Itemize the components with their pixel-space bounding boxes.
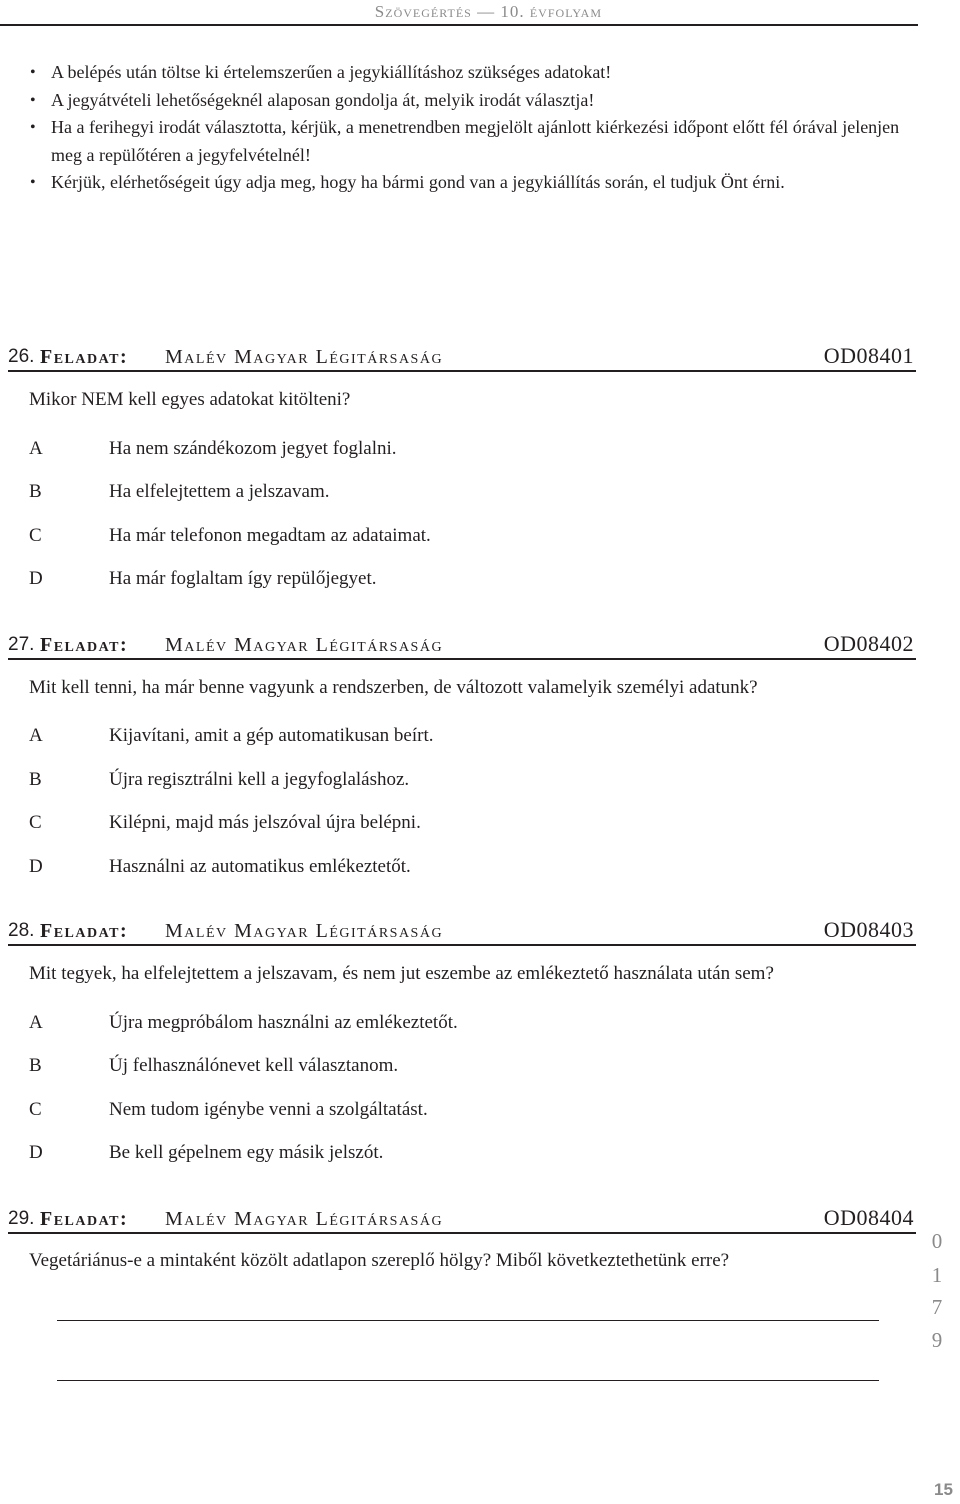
task-29-heading [8, 1206, 916, 1234]
task-code: OD08401 [823, 343, 914, 368]
header-title: Szövegértés — 10. évfolyam [374, 2, 602, 21]
instruction-list [30, 59, 930, 197]
option-text: Ha nem szándékozom jegyet foglalni. [109, 438, 397, 459]
task-source: Malév Magyar Légitársaság [165, 1208, 444, 1230]
instruction-item: • A jegyátvételi lehetőségeknél alaposan gondolja át, melyik irodát választja! [30, 87, 930, 115]
option-letter: A [29, 438, 43, 459]
task-label: Feladat: [40, 1208, 129, 1230]
answer-line[interactable] [57, 1320, 879, 1321]
task-26-heading [8, 344, 916, 372]
task-label: Feladat: [40, 920, 129, 942]
option-text: Ha már foglaltam így repülőjegyet. [109, 568, 377, 589]
task-source: Malév Magyar Légitársaság [165, 634, 444, 656]
scoring-code: 1 [931, 1263, 943, 1287]
option-letter: A [29, 1012, 43, 1033]
option-letter: C [29, 812, 42, 833]
task-27-question: Mit kell tenni, ha már benne vagyunk a rendszerben, de változott valamelyik személyi adatunk? [29, 677, 758, 698]
task-source: Malév Magyar Légitársaság [165, 920, 444, 942]
task-number: 28. [8, 920, 35, 941]
scoring-code: 9 [931, 1328, 943, 1352]
scoring-code: 7 [931, 1295, 943, 1319]
instruction-item: • Ha a ferihegyi irodát választotta, kérjük, a menetrendben megjelölt ajánlott kiérkezési időpont előtt fél órával jelenjen meg a repülőtéren a jegyfelvételnél! [30, 114, 930, 169]
option-text: Újra megpróbálom használni az emlékeztetőt. [109, 1012, 458, 1033]
task-label: Feladat: [40, 346, 129, 368]
page-header [0, 0, 918, 26]
option-letter: A [29, 725, 43, 746]
task-28-question: Mit tegyek, ha elfelejtettem a jelszavam, és nem jut eszembe az emlékeztető használata után sem? [29, 963, 774, 984]
option-text: Újra regisztrálni kell a jegyfoglaláshoz. [109, 769, 410, 790]
instruction-item: • A belépés után töltse ki értelemszerűen a jegykiállításhoz szükséges adatokat! [30, 59, 930, 87]
instruction-item: • Kérjük, elérhetőségeit úgy adja meg, hogy ha bármi gond van a jegykiállítás során, el tudjuk Önt érni. [30, 169, 930, 197]
page-number: 15 [934, 1480, 953, 1499]
scoring-code: 0 [931, 1229, 943, 1253]
option-text: Ha már telefonon megadtam az adataimat. [109, 525, 431, 546]
task-code: OD08403 [823, 917, 914, 942]
option-letter: D [29, 1142, 43, 1163]
task-label: Feladat: [40, 634, 129, 656]
option-letter: C [29, 1099, 42, 1120]
task-28-heading [8, 918, 916, 946]
option-letter: D [29, 568, 43, 589]
task-code: OD08402 [823, 631, 914, 656]
option-letter: B [29, 481, 42, 502]
option-text: Be kell gépelnem egy másik jelszót. [109, 1142, 384, 1163]
option-letter: B [29, 769, 42, 790]
answer-line[interactable] [57, 1380, 879, 1381]
option-letter: B [29, 1055, 42, 1076]
option-text: Ha elfelejtettem a jelszavam. [109, 481, 330, 502]
task-26-question: Mikor NEM kell egyes adatokat kitölteni? [29, 389, 351, 410]
task-code: OD08404 [823, 1205, 914, 1230]
task-number: 27. [8, 634, 35, 655]
task-source: Malév Magyar Légitársaság [165, 346, 444, 368]
option-text: Használni az automatikus emlékeztetőt. [109, 856, 411, 877]
task-29-question: Vegetáriánus-e a mintaként közölt adatlapon szereplő hölgy? Miből következtethetünk erre? [29, 1250, 730, 1271]
option-text: Kilépni, majd más jelszóval újra belépni. [109, 812, 421, 833]
option-text: Kijavítani, amit a gép automatikusan beírt. [109, 725, 434, 746]
task-number: 26. [8, 346, 35, 367]
option-text: Nem tudom igénybe venni a szolgáltatást. [109, 1099, 428, 1120]
option-letter: C [29, 525, 42, 546]
option-letter: D [29, 856, 43, 877]
task-27-heading [8, 632, 916, 660]
option-text: Új felhasználónevet kell választanom. [109, 1055, 399, 1076]
task-number: 29. [8, 1208, 35, 1229]
